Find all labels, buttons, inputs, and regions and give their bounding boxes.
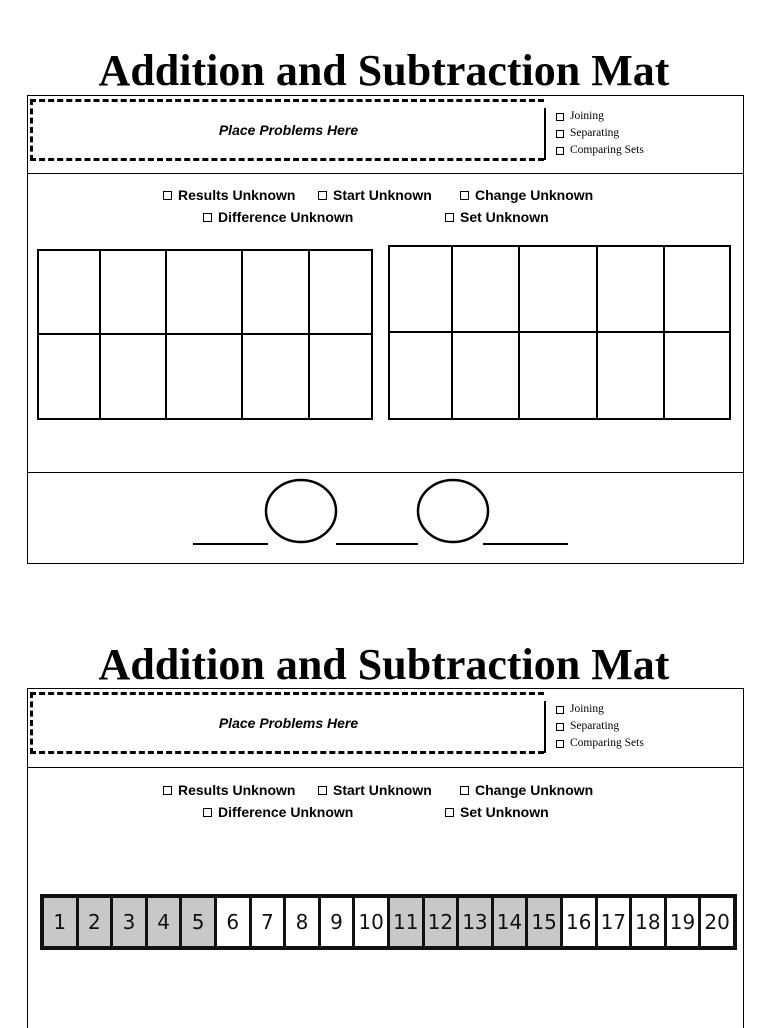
number-cell[interactable]: 18 bbox=[632, 898, 664, 946]
addition-subtraction-mat-2 bbox=[0, 594, 768, 1024]
option-label: Separating bbox=[570, 720, 620, 732]
option-start-unknown[interactable] bbox=[318, 184, 432, 206]
ten-frame-cell[interactable] bbox=[167, 335, 243, 419]
number-cell[interactable]: 6 bbox=[217, 898, 249, 946]
number-cell[interactable]: 10 bbox=[355, 898, 387, 946]
option-joining[interactable] bbox=[556, 108, 644, 125]
ten-frame-cell[interactable] bbox=[101, 251, 167, 335]
operator-circle[interactable] bbox=[266, 480, 336, 542]
option-label: Start Unknown bbox=[333, 187, 432, 203]
ten-frame-cell[interactable] bbox=[453, 333, 520, 419]
option-label: Set Unknown bbox=[460, 209, 549, 225]
divider bbox=[544, 701, 546, 753]
mat-box bbox=[27, 95, 744, 564]
ten-frame-cell[interactable] bbox=[598, 333, 665, 419]
ten-frame-cell[interactable] bbox=[310, 251, 371, 335]
checkbox-icon[interactable] bbox=[556, 723, 564, 731]
place-problems-area[interactable] bbox=[30, 99, 544, 161]
place-problems-label: Place Problems Here bbox=[218, 715, 359, 731]
option-set-unknown[interactable] bbox=[445, 206, 549, 228]
checkbox-icon[interactable] bbox=[556, 706, 564, 714]
number-cell[interactable]: 20 bbox=[701, 898, 733, 946]
number-cell[interactable]: 16 bbox=[563, 898, 595, 946]
option-label: Results Unknown bbox=[178, 187, 296, 203]
number-cell[interactable]: 9 bbox=[321, 898, 353, 946]
option-joining[interactable] bbox=[556, 701, 644, 718]
unknown-type-options bbox=[28, 184, 743, 228]
mat-title: Addition and Subtraction Mat bbox=[98, 640, 670, 689]
number-cell[interactable]: 13 bbox=[459, 898, 491, 946]
operator-circle[interactable] bbox=[418, 480, 488, 542]
option-separating[interactable] bbox=[556, 718, 644, 735]
checkbox-icon[interactable] bbox=[203, 213, 212, 222]
number-cell[interactable]: 14 bbox=[494, 898, 526, 946]
option-change-unknown[interactable] bbox=[460, 779, 593, 801]
number-cell[interactable]: 3 bbox=[113, 898, 145, 946]
mat-box bbox=[27, 688, 744, 1028]
ten-frame-cell[interactable] bbox=[390, 247, 453, 333]
option-difference-unknown[interactable] bbox=[203, 801, 353, 823]
ten-frame-cell[interactable] bbox=[665, 333, 729, 419]
checkbox-icon[interactable] bbox=[163, 191, 172, 200]
ten-frame-cell[interactable] bbox=[101, 335, 167, 419]
option-comparing-sets[interactable] bbox=[556, 735, 644, 752]
problem-type-options bbox=[556, 701, 644, 752]
option-label: Start Unknown bbox=[333, 782, 432, 798]
ten-frame-cell[interactable] bbox=[598, 247, 665, 333]
checkbox-icon[interactable] bbox=[556, 147, 564, 155]
ten-frame-cell[interactable] bbox=[520, 333, 598, 419]
option-label: Joining bbox=[570, 110, 604, 122]
ten-frame-cell[interactable] bbox=[310, 335, 371, 419]
unknown-type-options bbox=[28, 779, 743, 823]
option-set-unknown[interactable] bbox=[445, 801, 549, 823]
checkbox-icon[interactable] bbox=[318, 191, 327, 200]
ten-frame-cell[interactable] bbox=[520, 247, 598, 333]
ten-frame-cell[interactable] bbox=[243, 335, 310, 419]
number-cell[interactable]: 17 bbox=[598, 898, 630, 946]
mat-title: Addition and Subtraction Mat bbox=[98, 46, 670, 95]
option-results-unknown[interactable] bbox=[163, 184, 295, 206]
ten-frame-cell[interactable] bbox=[453, 247, 520, 333]
option-label: Difference Unknown bbox=[218, 804, 354, 820]
checkbox-icon[interactable] bbox=[445, 213, 454, 222]
number-line bbox=[40, 894, 737, 950]
number-cell[interactable]: 11 bbox=[390, 898, 422, 946]
option-label: Comparing Sets bbox=[570, 144, 644, 156]
option-label: Comparing Sets bbox=[570, 737, 644, 749]
header-row bbox=[28, 689, 743, 768]
ten-frame-cell[interactable] bbox=[39, 335, 101, 419]
option-change-unknown[interactable] bbox=[460, 184, 593, 206]
option-separating[interactable] bbox=[556, 125, 644, 142]
number-cell[interactable]: 5 bbox=[182, 898, 214, 946]
ten-frame-cell[interactable] bbox=[390, 333, 453, 419]
number-cell[interactable]: 1 bbox=[44, 898, 76, 946]
ten-frame-cell[interactable] bbox=[167, 251, 243, 335]
ten-frame-left bbox=[37, 249, 373, 420]
number-cell[interactable]: 8 bbox=[286, 898, 318, 946]
checkbox-icon[interactable] bbox=[460, 786, 469, 795]
checkbox-icon[interactable] bbox=[556, 130, 564, 138]
option-label: Joining bbox=[570, 703, 604, 715]
option-start-unknown[interactable] bbox=[318, 779, 432, 801]
checkbox-icon[interactable] bbox=[163, 786, 172, 795]
header-row bbox=[28, 96, 743, 174]
checkbox-icon[interactable] bbox=[445, 808, 454, 817]
number-cell[interactable]: 7 bbox=[252, 898, 284, 946]
option-label: Separating bbox=[570, 127, 620, 139]
checkbox-icon[interactable] bbox=[203, 808, 212, 817]
option-label: Set Unknown bbox=[460, 804, 549, 820]
option-label: Difference Unknown bbox=[218, 209, 354, 225]
number-cell[interactable]: 2 bbox=[79, 898, 111, 946]
ten-frame-cell[interactable] bbox=[39, 251, 101, 335]
number-cell[interactable]: 19 bbox=[667, 898, 699, 946]
option-comparing-sets[interactable] bbox=[556, 142, 644, 159]
checkbox-icon[interactable] bbox=[460, 191, 469, 200]
checkbox-icon[interactable] bbox=[318, 786, 327, 795]
problem-type-options bbox=[556, 108, 644, 159]
number-cell[interactable]: 12 bbox=[425, 898, 457, 946]
ten-frame-right bbox=[388, 245, 731, 420]
equation-template bbox=[28, 473, 743, 565]
equation-row bbox=[28, 472, 743, 565]
place-problems-label: Place Problems Here bbox=[218, 122, 359, 138]
place-problems-area[interactable] bbox=[30, 692, 544, 754]
number-cell[interactable]: 4 bbox=[148, 898, 180, 946]
ten-frame-cell[interactable] bbox=[243, 251, 310, 335]
divider bbox=[544, 108, 546, 160]
checkbox-icon[interactable] bbox=[556, 740, 564, 748]
option-results-unknown[interactable] bbox=[163, 779, 295, 801]
option-label: Change Unknown bbox=[475, 782, 594, 798]
checkbox-icon[interactable] bbox=[556, 113, 564, 121]
option-difference-unknown[interactable] bbox=[203, 206, 353, 228]
option-label: Results Unknown bbox=[178, 782, 296, 798]
option-label: Change Unknown bbox=[475, 187, 594, 203]
number-cell[interactable]: 15 bbox=[528, 898, 560, 946]
ten-frame-cell[interactable] bbox=[665, 247, 729, 333]
